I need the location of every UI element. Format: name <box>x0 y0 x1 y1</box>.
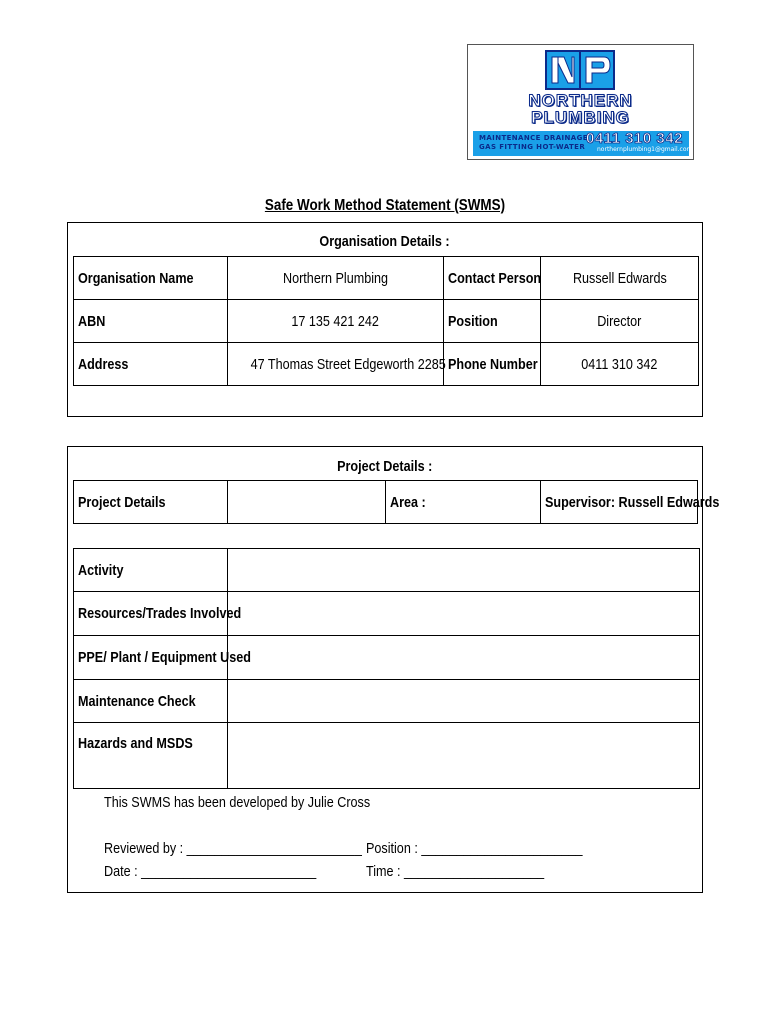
address-value[interactable]: 47 Thomas Street Edgeworth 2285 <box>228 343 444 386</box>
table-row <box>74 481 698 524</box>
supervisor-field[interactable]: Supervisor: Russell Edwards <box>541 481 698 524</box>
position-field[interactable]: Position : _______________________ <box>366 840 583 857</box>
logo-name-line1: NORTHERN <box>528 91 633 110</box>
phone-number-value[interactable]: 0411 310 342 <box>541 343 699 386</box>
organisation-details-section <box>67 222 703 417</box>
table-row <box>74 592 700 636</box>
contact-person-label: Contact Person <box>444 257 541 300</box>
activity-details-table <box>73 548 700 789</box>
abn-value[interactable]: 17 135 421 242 <box>228 300 444 343</box>
address-label: Address <box>74 343 228 386</box>
organisation-name-label: Organisation Name <box>74 257 228 300</box>
logo-name-line2: PLUMBING <box>531 108 630 127</box>
contact-person-value[interactable]: Russell Edwards <box>541 257 699 300</box>
area-field[interactable]: Area : <box>386 481 541 524</box>
logo-contact-strip <box>473 130 693 156</box>
table-row <box>74 636 700 680</box>
ppe-equipment-value[interactable] <box>228 636 700 680</box>
activity-label: Activity <box>74 549 228 592</box>
document-title: Safe Work Method Statement (SWMS) <box>264 197 506 214</box>
reviewed-by-field[interactable]: Reviewed by : _________________________ <box>104 840 362 857</box>
table-row <box>74 680 700 723</box>
position-label: Position <box>444 300 541 343</box>
table-row <box>74 257 699 300</box>
organisation-details-heading: Organisation Details : <box>319 233 451 250</box>
table-row <box>74 343 699 386</box>
maintenance-check-value[interactable] <box>228 680 700 723</box>
organisation-name-value[interactable]: Northern Plumbing <box>228 257 444 300</box>
phone-number-label: Phone Number <box>444 343 541 386</box>
table-row <box>74 549 700 592</box>
date-field[interactable]: Date : _________________________ <box>104 863 317 880</box>
organisation-details-table <box>73 256 699 386</box>
project-summary-table <box>73 480 720 524</box>
table-row <box>74 300 699 343</box>
activity-value[interactable] <box>228 549 700 592</box>
developed-by-text: This SWMS has been developed by Julie Cross <box>104 794 371 811</box>
project-details-label: Project Details <box>74 481 228 524</box>
table-row <box>74 723 700 789</box>
logo-email: northernplumbing1@gmail.com <box>597 146 693 153</box>
project-details-value[interactable] <box>228 481 386 524</box>
project-details-section <box>67 446 720 893</box>
resources-trades-label: Resources/Trades Involved <box>74 592 228 636</box>
logo-services-line2: GAS FITTING HOT-WATER <box>479 143 586 151</box>
np-monogram-icon <box>544 49 616 93</box>
time-field[interactable]: Time : ____________________ <box>366 863 545 880</box>
resources-trades-value[interactable] <box>228 592 700 636</box>
ppe-equipment-label: PPE/ Plant / Equipment Used <box>74 636 228 680</box>
logo-services-line1: MAINTENANCE DRAINAGE <box>479 134 588 142</box>
maintenance-check-label: Maintenance Check <box>74 680 228 723</box>
company-logo <box>467 44 694 160</box>
hazards-msds-value[interactable] <box>228 723 700 789</box>
position-value[interactable]: Director <box>541 300 699 343</box>
hazards-msds-label: Hazards and MSDS <box>74 723 228 789</box>
logo-phone: 0411 310 342 <box>586 130 683 147</box>
abn-label: ABN <box>74 300 228 343</box>
project-details-heading: Project Details : <box>337 458 433 475</box>
